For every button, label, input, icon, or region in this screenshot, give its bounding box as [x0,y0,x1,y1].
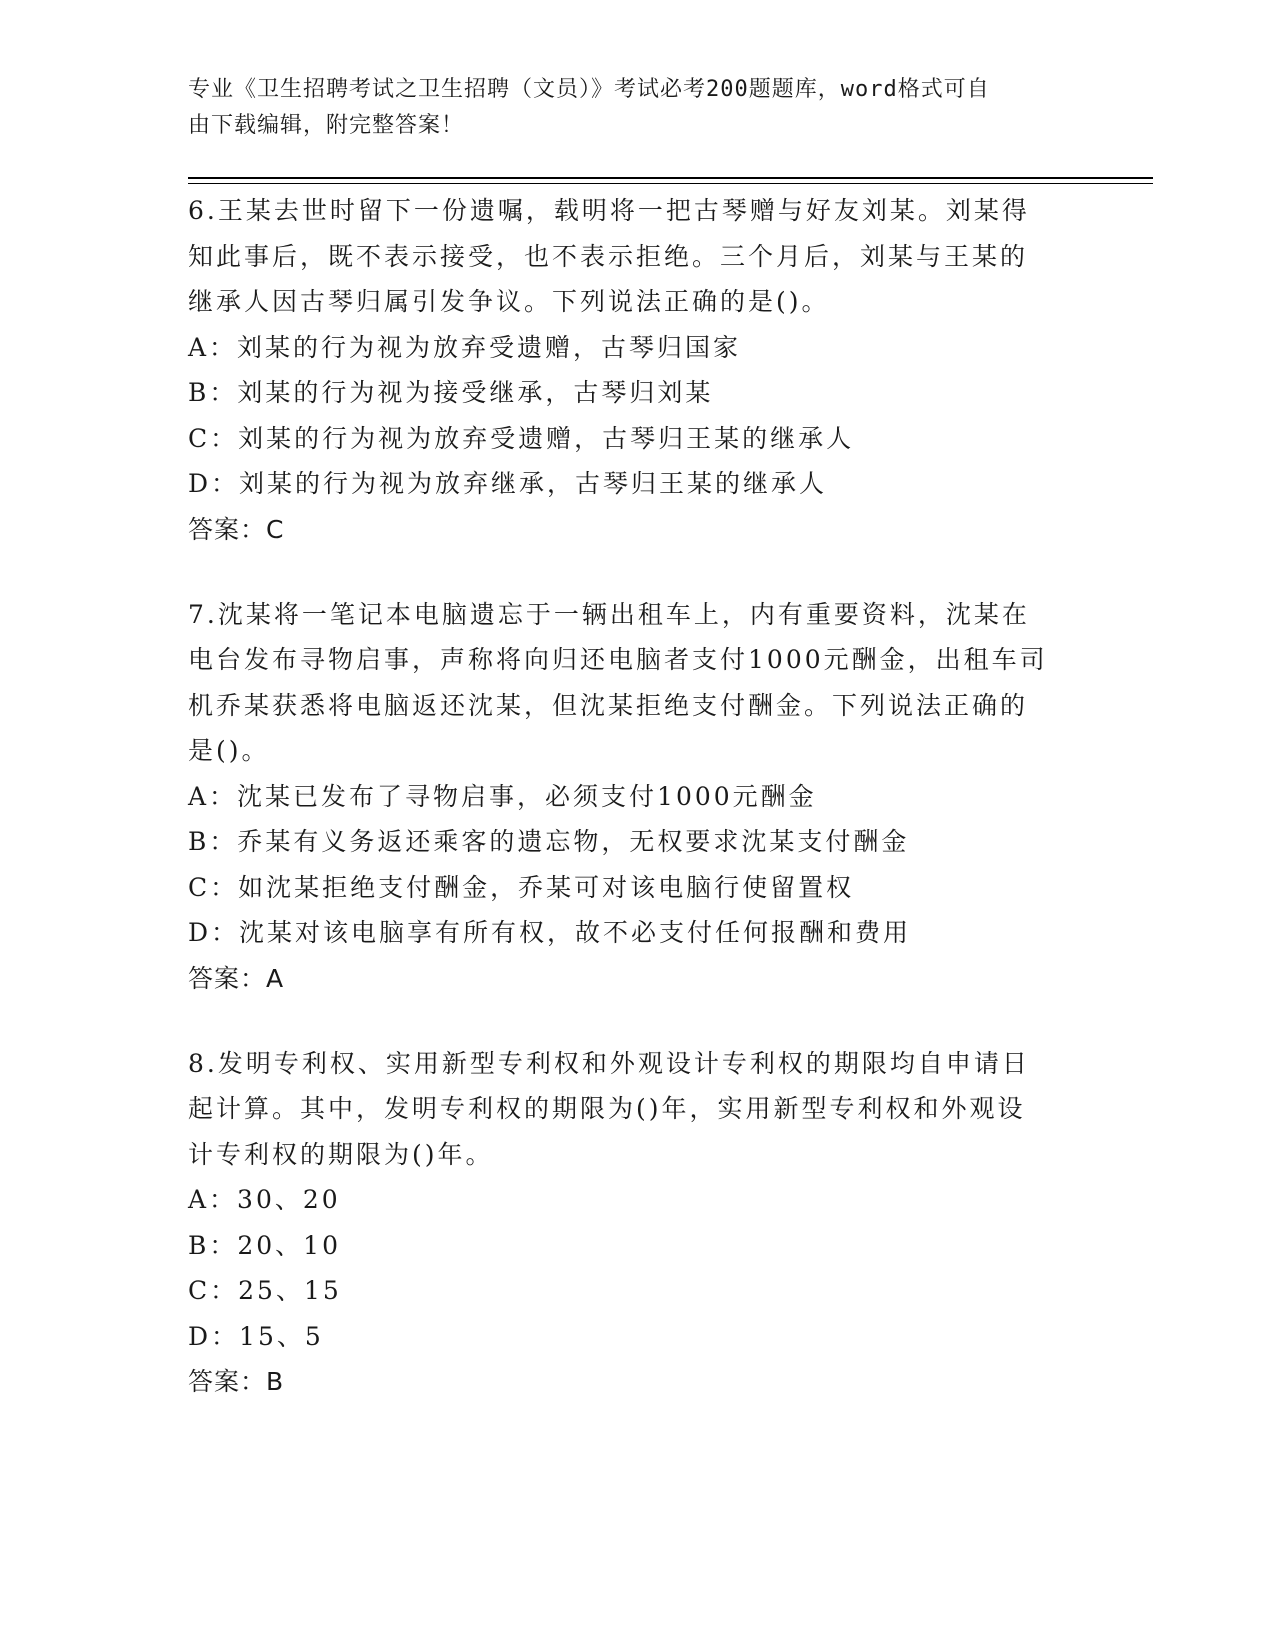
question-stem [188,1041,1088,1178]
option-d: D：刘某的行为视为放弃继承，古琴归王某的继承人 [188,469,828,498]
stem-line: 7.沈某将一笔记本电脑遗忘于一辆出租车上，内有重要资料，沈某在 [188,599,1030,629]
option-a: A：沈某已发布了寻物启事，必须支付1000元酬金 [188,781,817,811]
answer-line: 答案：A [188,963,285,993]
option-a: A：30、20 [188,1185,341,1214]
header-line-1: 专业《卫生招聘考试之卫生招聘（文员）》考试必考200题题库，word格式可自 [188,77,990,102]
stem-line: 继承人因古琴归属引发争议。下列说法正确的是()。 [188,287,830,316]
header-divider-thick [188,177,1153,179]
stem-line: 机乔某获悉将电脑返还沈某，但沈某拒绝支付酬金。下列说法正确的 [188,690,1029,720]
header-line-2: 由下载编辑，附完整答案！ [188,113,465,138]
option-c: C：刘某的行为视为放弃受遗赠，古琴归王某的继承人 [188,423,855,453]
option-d: D：沈某对该电脑享有所有权，故不必支付任何报酬和费用 [188,918,912,947]
option-b: B：20、10 [188,1230,341,1260]
answer-line: 答案：B [188,1367,285,1396]
option-b: B：刘某的行为视为接受继承，古琴归刘某 [188,378,714,407]
answer-line: 答案：C [188,514,285,544]
option-c: C：25、15 [188,1276,342,1305]
question-stem [188,592,1088,774]
header-divider-thin [188,183,1153,184]
stem-line: 6.王某去世时留下一份遗嘱，载明将一把古琴赠与好友刘某。刘某得 [188,196,1030,225]
stem-line: 知此事后，既不表示接受，也不表示拒绝。三个月后，刘某与王某的 [188,241,1029,271]
stem-line: 是()。 [188,736,270,765]
stem-line: 计专利权的期限为()年。 [188,1139,494,1169]
question-6 [188,188,1088,552]
question-8 [188,1041,1088,1405]
stem-line: 电台发布寻物启事，声称将向归还电脑者支付1000元酬金，出租车司 [188,645,1048,674]
stem-line: 8.发明专利权、实用新型专利权和外观设计专利权的期限均自申请日 [188,1048,1030,1078]
document-header [188,72,1068,144]
option-d: D：15、5 [188,1321,324,1351]
stem-line: 起计算。其中，发明专利权的期限为()年，实用新型专利权和外观设 [188,1094,1026,1123]
question-stem [188,188,1088,325]
option-c: C：如沈某拒绝支付酬金，乔某可对该电脑行使留置权 [188,872,855,902]
question-7 [188,592,1088,1001]
option-a: A：刘某的行为视为放弃受遗赠，古琴归国家 [188,332,742,362]
question-list [188,188,1088,1444]
option-b: B：乔某有义务返还乘客的遗忘物，无权要求沈某支付酬金 [188,827,910,856]
